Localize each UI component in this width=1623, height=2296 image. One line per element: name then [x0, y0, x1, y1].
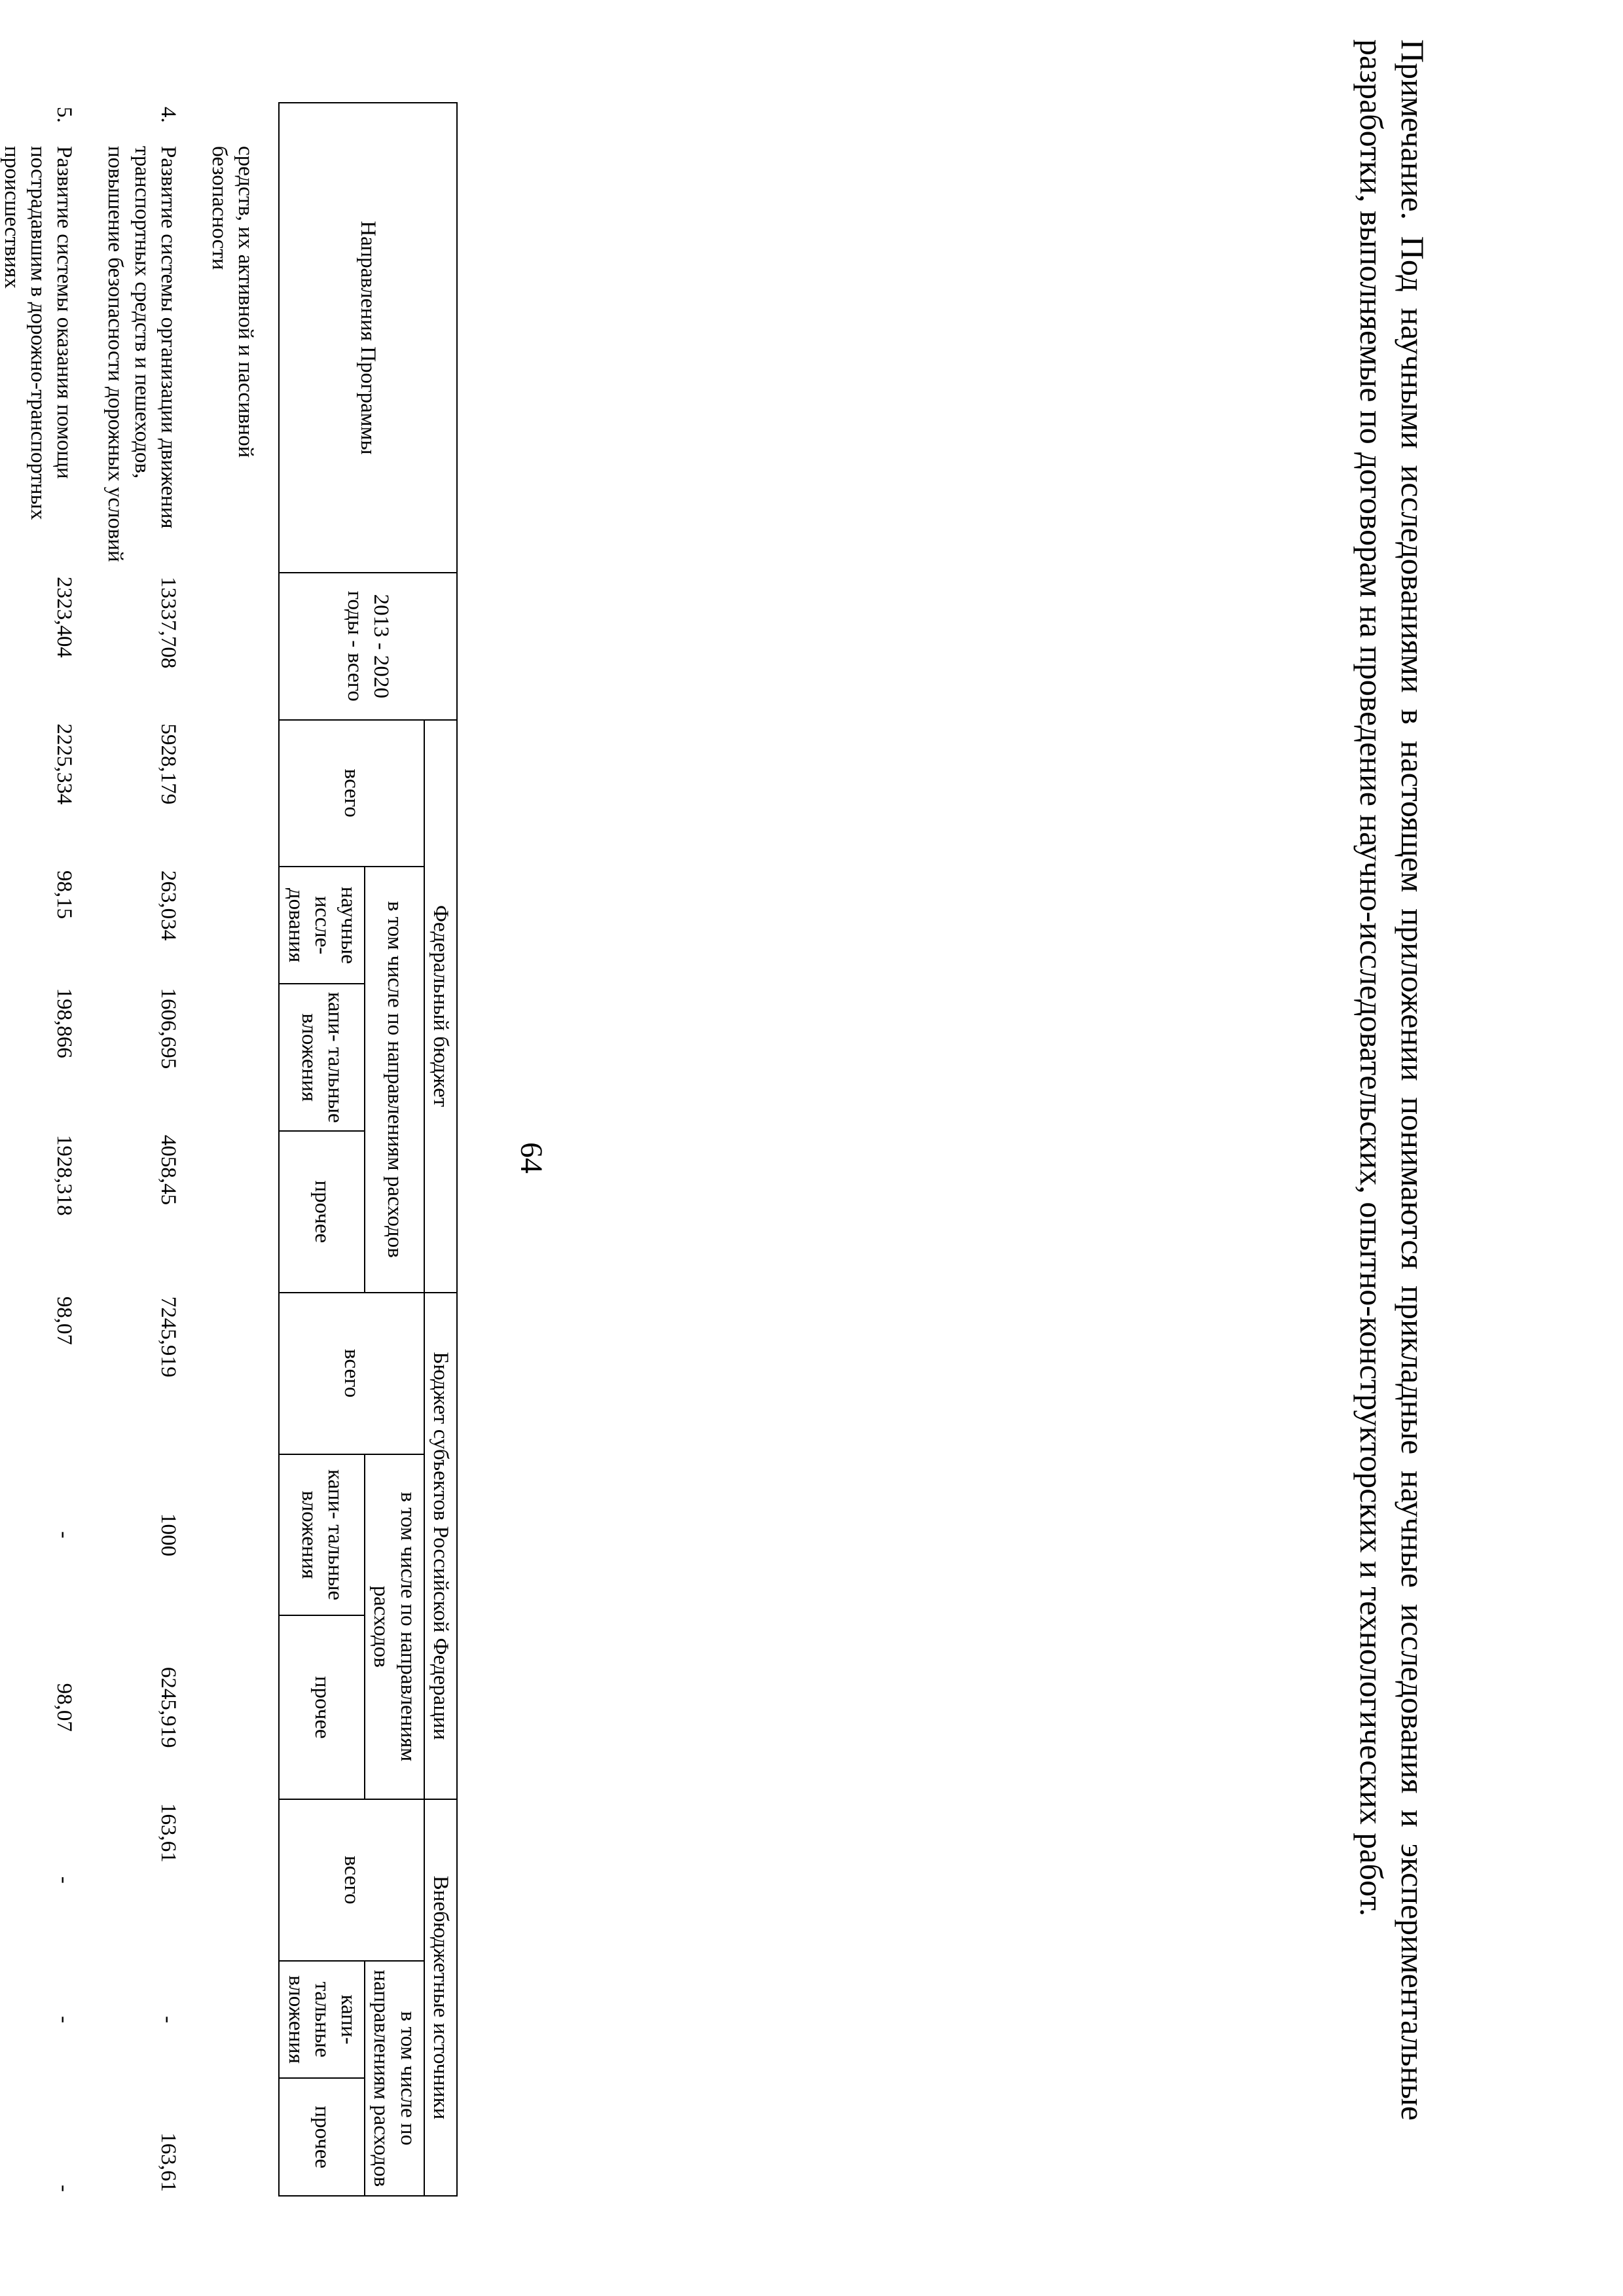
footnote	[1351, 39, 1433, 2121]
cell-federal-prochee	[194, 1131, 280, 1293]
header-subjects-sub: в том числе по направлениям расходов	[365, 1454, 424, 1799]
cell-federal-prochee: 1928,318	[52, 1134, 77, 1216]
cell-federal-kapi: 1606,695	[156, 988, 180, 1069]
table-row	[90, 103, 194, 2196]
cell-subjects-prochee	[194, 1615, 280, 1799]
cell-subjects-prochee: 98,07	[52, 1683, 77, 1732]
cell-extra-prochee: -	[52, 2185, 77, 2192]
cell-extra-prochee	[194, 2078, 280, 2196]
header-extra-sub: в том числе по направлениям расходов	[365, 1961, 424, 2196]
cell-total: 2323,404	[52, 577, 77, 658]
header-federal-nauch: научные иссле- дования	[280, 867, 365, 984]
cell-extra-prochee: 163,61	[156, 2132, 180, 2192]
header-direction: Направления Программы	[280, 103, 458, 573]
cell-subjects-kapi	[194, 1454, 280, 1616]
cell-extra-kapi: -	[52, 2016, 77, 2024]
cell-federal-kapi	[194, 984, 280, 1130]
header-extra-vsego: всего	[280, 1799, 424, 1961]
header-extra-prochee: прочее	[280, 2078, 365, 2196]
table-row	[194, 103, 280, 2196]
header-extra: Внебюджетные источники	[424, 1799, 457, 2196]
row-label: средств, их активной и пассивной безопасности	[208, 146, 258, 458]
row-label: Развитие системы организации движения транспортных средств и пешеходов, повышение безопасности дорожных условий	[103, 146, 180, 562]
header-subjects: Бюджет субъектов Российской Федерации	[424, 1293, 457, 1799]
header-federal-kapi: капи- тальные вложения	[280, 984, 365, 1130]
cell-total: 13337,708	[156, 577, 180, 669]
cell-subjects-vsego: 98,07	[52, 1296, 77, 1345]
row-number: 4.	[156, 107, 180, 123]
row-number	[206, 107, 259, 146]
cell-extra-vsego: 163,61	[156, 1803, 180, 1863]
cell-federal-nauch: 263,034	[156, 870, 180, 941]
header-extra-kapi: капи- тальные вложения	[280, 1961, 365, 2079]
header-federal-prochee: прочее	[280, 1131, 365, 1293]
cell-federal-vsego: 5928,179	[156, 723, 180, 805]
cell-extra-kapi	[194, 1961, 280, 2079]
cell-extra-vsego	[194, 1799, 280, 1961]
cell-federal-nauch: 98,15	[52, 870, 77, 920]
header-total-years: 2013 - 2020 годы - всего	[280, 573, 458, 719]
row-direction	[194, 103, 279, 573]
cell-subjects-vsego	[194, 1293, 280, 1454]
cell-extra-kapi: -	[156, 2016, 180, 2024]
cell-federal-kapi: 198,866	[52, 988, 77, 1058]
header-federal-sub: в том числе по направлениям расходов	[365, 867, 424, 1293]
cell-extra-vsego: -	[52, 1876, 77, 1884]
row-label: Развитие системы оказания помощи пострадавшим в дорожно-транспортных происшествиях	[0, 146, 77, 520]
cell-subjects-vsego: 7245,919	[156, 1296, 180, 1378]
cell-federal-nauch	[194, 867, 280, 984]
footnote-lead: Примечание.	[1395, 39, 1431, 221]
cell-federal-prochee: 4058,45	[156, 1134, 180, 1206]
cell-subjects-prochee: 6245,919	[156, 1666, 180, 1748]
footnote-text: Под научными исследованиями в настоящем приложении понимаются прикладные научные исследования и экспериментальные разработки, выполняемые по договорам на проведение научно-исследовательских, опытно-конструкторских и технологических работ.	[1353, 39, 1431, 2121]
header-subjects-kapi: капи- тальные вложения	[280, 1454, 365, 1616]
header-federal: Федеральный бюджет	[424, 720, 457, 1293]
row-direction	[90, 103, 194, 573]
cell-subjects-kapi: -	[52, 1531, 77, 1539]
header-subjects-prochee: прочее	[280, 1615, 365, 1799]
page-number: 64	[514, 1142, 549, 1174]
row-number: 5.	[52, 107, 77, 123]
cell-subjects-kapi: 1000	[156, 1513, 180, 1557]
cell-federal-vsego	[194, 720, 280, 867]
cell-total	[194, 573, 280, 719]
table-row	[0, 103, 90, 2196]
cell-federal-vsego: 2225,334	[52, 723, 77, 805]
header-federal-vsego: всего	[280, 720, 424, 867]
row-direction	[0, 103, 90, 573]
budget-table	[0, 102, 458, 2197]
header-subjects-vsego: всего	[280, 1293, 424, 1454]
